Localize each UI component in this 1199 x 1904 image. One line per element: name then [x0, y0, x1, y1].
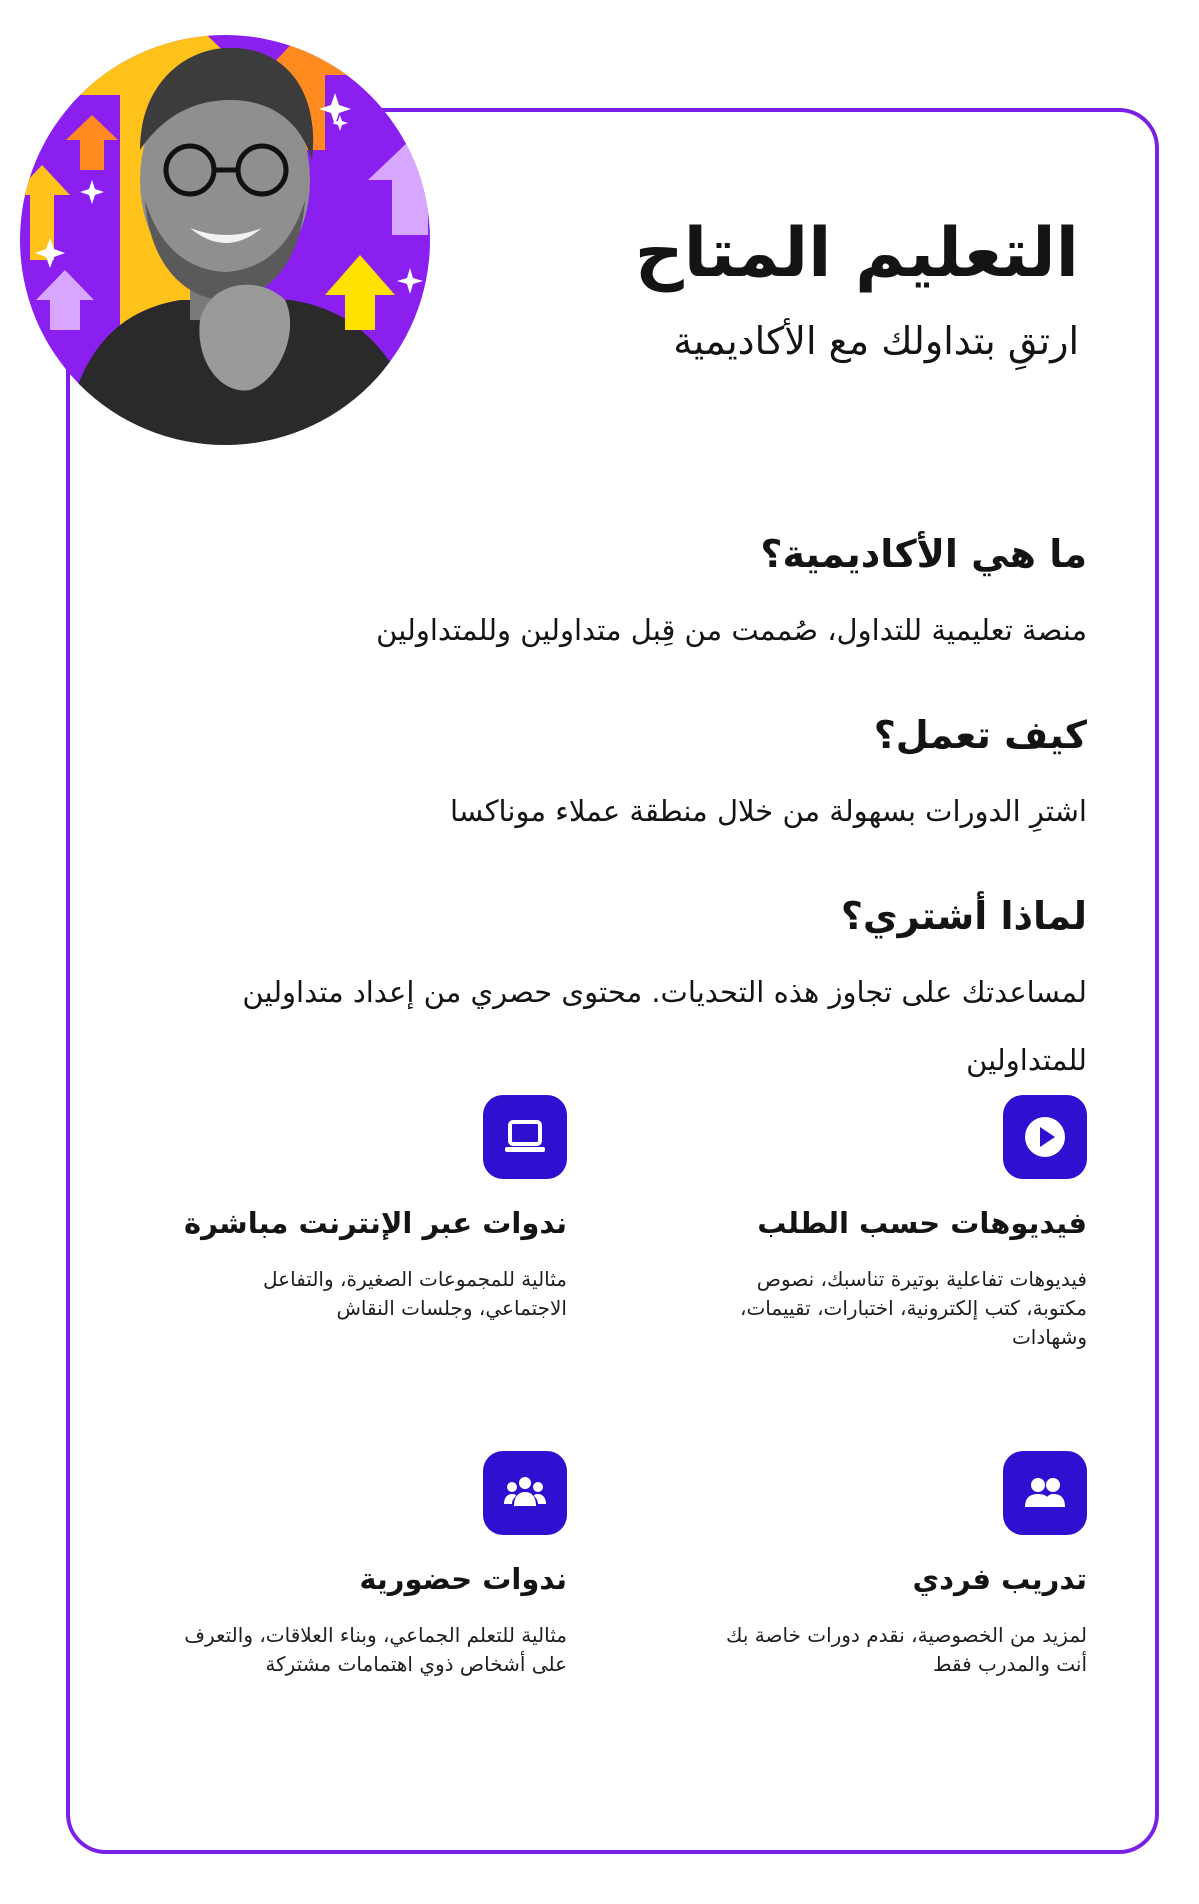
- qa-question: كيف تعمل؟: [873, 712, 1087, 757]
- feature-on-demand-videos: [692, 1095, 1087, 1352]
- qa-question: لماذا أشتري؟: [840, 893, 1087, 938]
- feature-description: مثالية للمجموعات الصغيرة، والتفاعل الاجتماعي، وجلسات النقاش: [263, 1266, 567, 1320]
- feature-title: تدريب فردي: [912, 1562, 1087, 1596]
- two-people-icon: [1003, 1451, 1087, 1535]
- feature-live-webinars: [172, 1095, 567, 1323]
- qa-answer: منصة تعليمية للتداول، صُممت من قِبل متداولين وللمتداولين: [376, 613, 1087, 648]
- features-grid: [167, 1095, 1087, 1825]
- qa-item: [207, 711, 1087, 846]
- feature-description: مثالية للتعلم الجماعي، وبناء العلاقات، والتعرف على أشخاص ذوي اهتمامات مشتركة: [184, 1622, 567, 1676]
- feature-one-on-one: [692, 1451, 1087, 1679]
- page-subtitle: ارتقِ بتداولك مع الأكاديمية: [673, 319, 1079, 364]
- qa-question: ما هي الأكاديمية؟: [760, 532, 1087, 576]
- feature-description: فيديوهات تفاعلية بوتيرة تناسبك، نصوص مكتوبة، كتب إلكترونية، اختبارات، تقييمات، وشهادات: [740, 1266, 1087, 1349]
- page-title: التعليم المتاح: [634, 214, 1079, 293]
- header: [519, 215, 1079, 365]
- feature-title: فيديوهات حسب الطلب: [757, 1206, 1087, 1240]
- play-icon: [1003, 1095, 1087, 1179]
- hero-image: [0, 0, 470, 470]
- laptop-icon: [483, 1095, 567, 1179]
- qa-section: [207, 530, 1087, 1140]
- group-icon: [483, 1451, 567, 1535]
- feature-in-person-seminars: [172, 1451, 567, 1679]
- qa-answer: اشترِ الدورات بسهولة من خلال منطقة عملاء موناكسا: [450, 794, 1087, 829]
- qa-item: [207, 530, 1087, 665]
- feature-title: ندوات عبر الإنترنت مباشرة: [184, 1206, 567, 1240]
- feature-description: لمزيد من الخصوصية، نقدم دورات خاصة بك أنت والمدرب فقط: [725, 1622, 1087, 1676]
- qa-answer: لمساعدتك على تجاوز هذه التحديات. محتوى حصري من إعداد متداولين للمتداولين: [242, 975, 1087, 1077]
- feature-title: ندوات حضورية: [359, 1562, 567, 1596]
- qa-item: [207, 892, 1087, 1095]
